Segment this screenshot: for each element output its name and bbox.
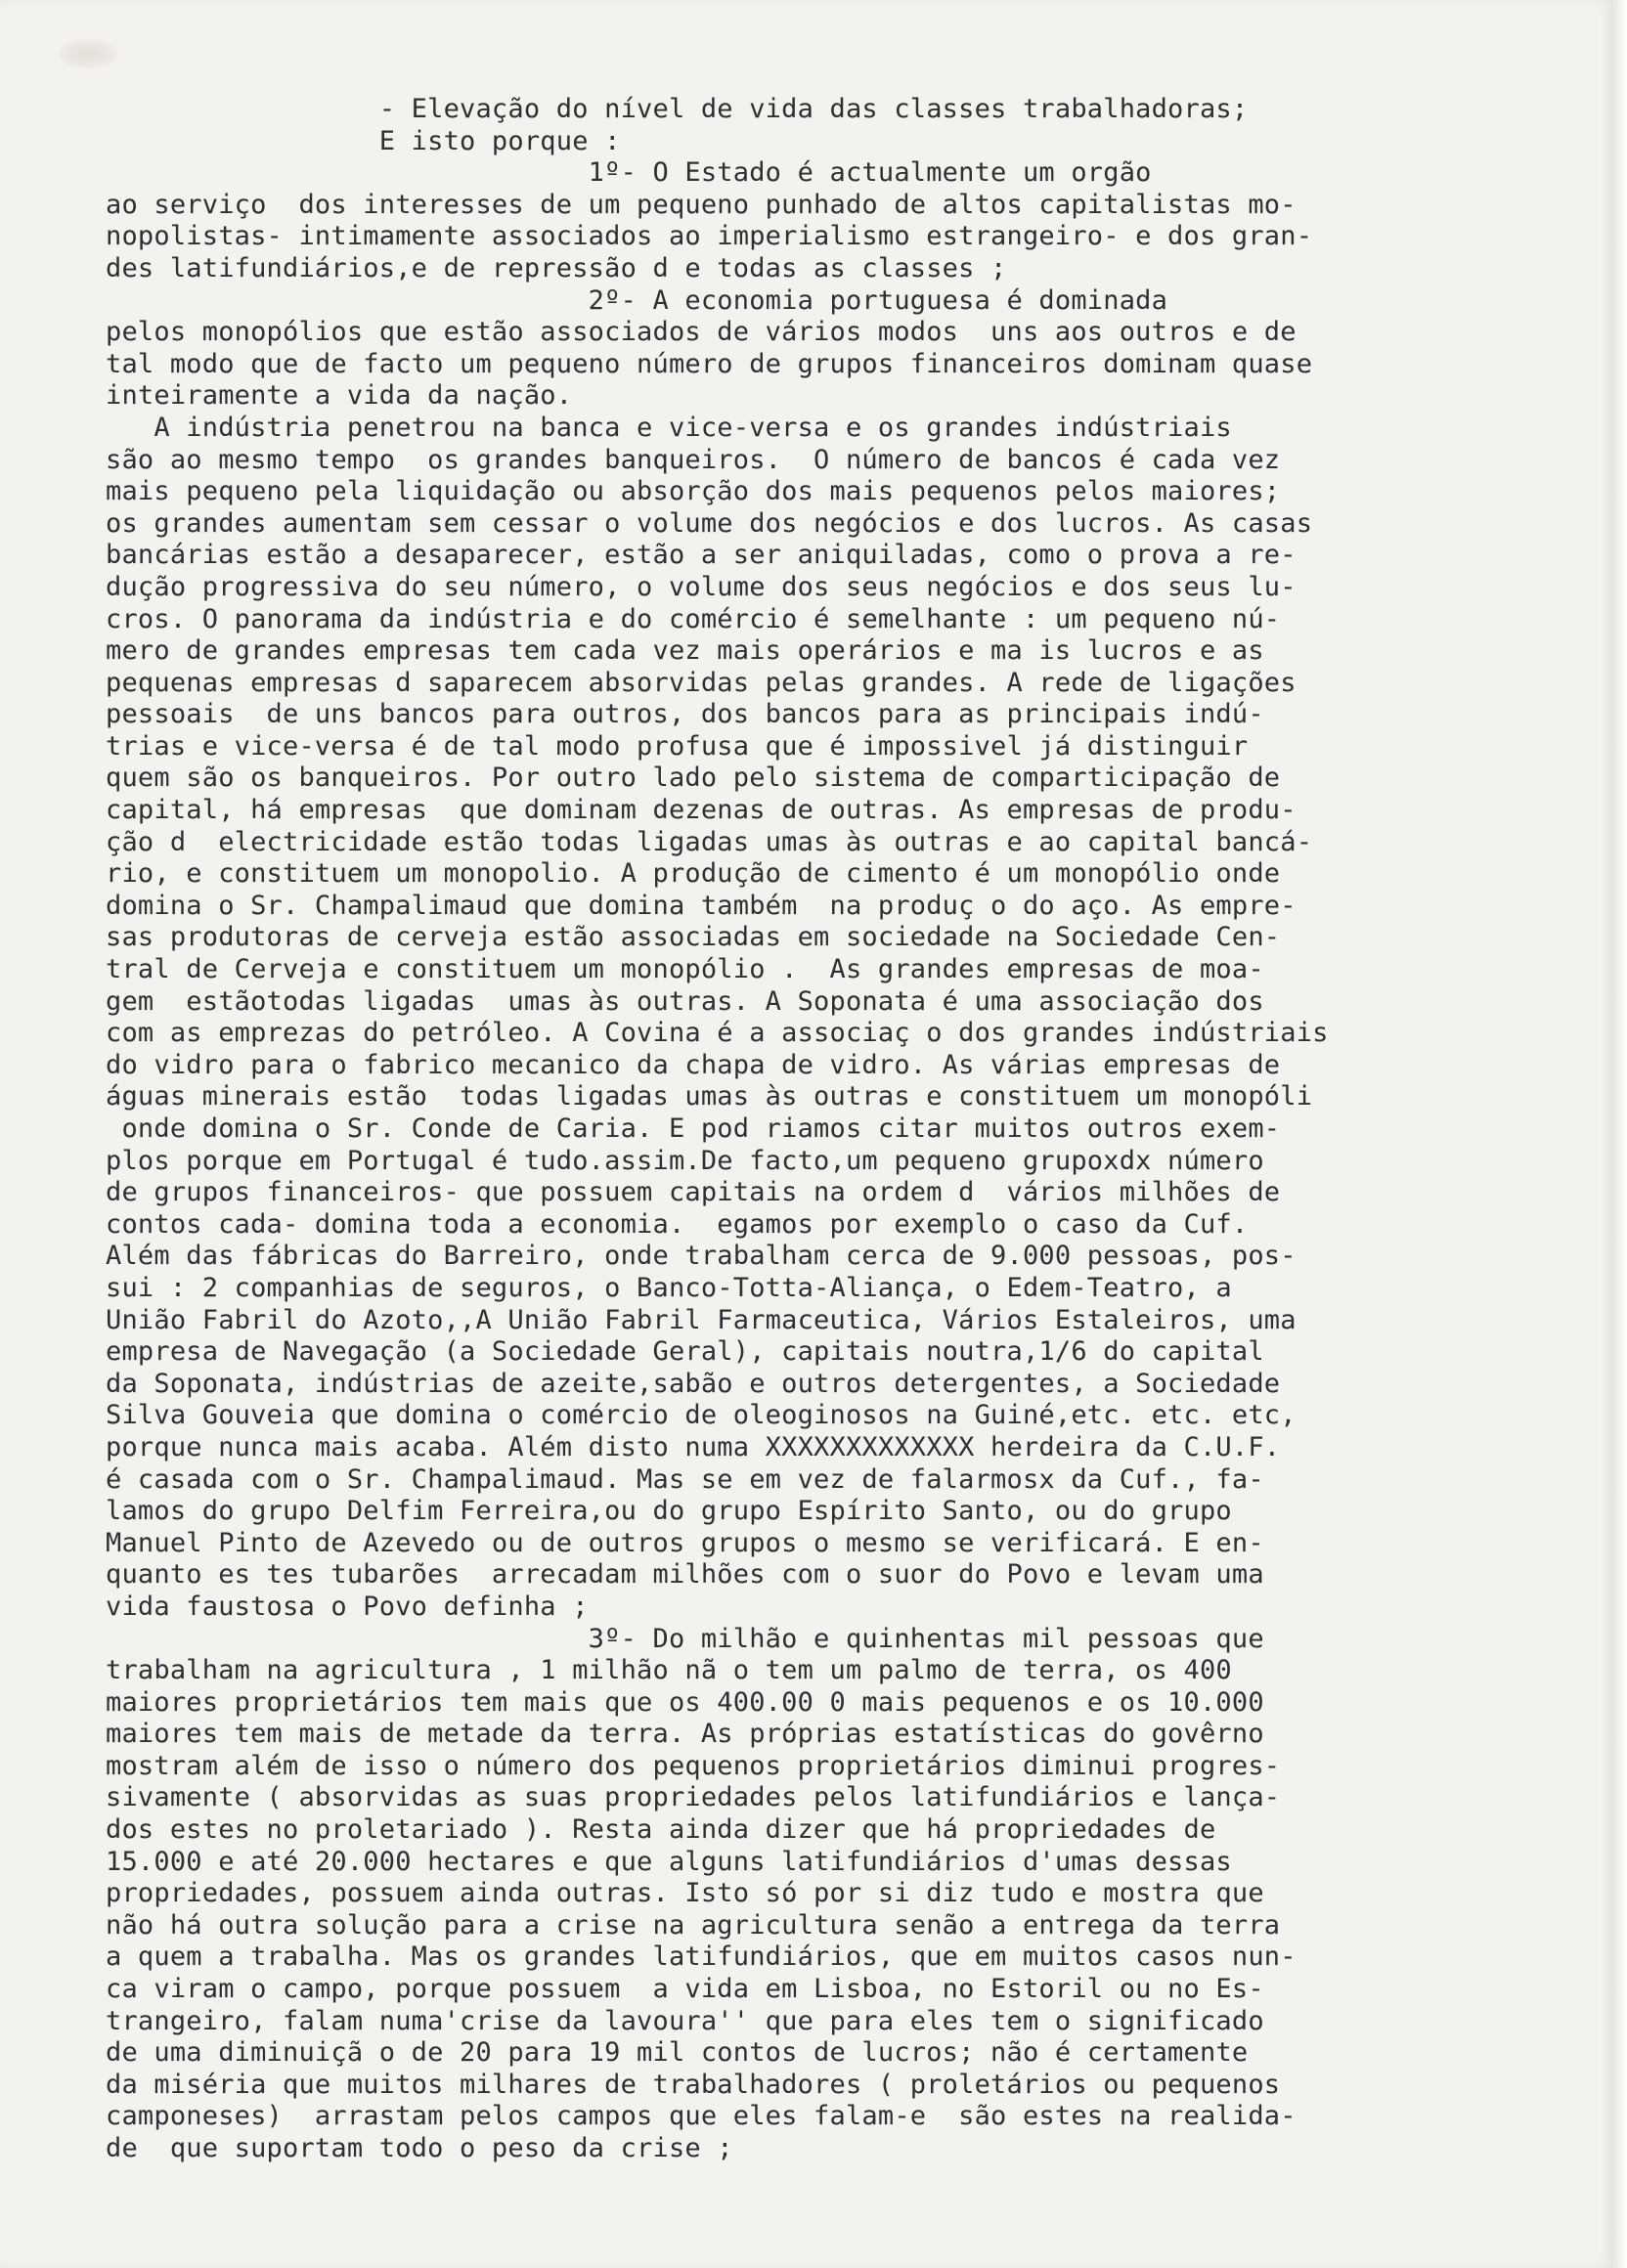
typed-text-body [106, 94, 1572, 2165]
text-line: - Elevação do nível de vida das classes trabalhadoras; [106, 94, 1249, 124]
page-edge [1613, 0, 1627, 2268]
text-line: tal modo que de facto um pequeno número de grupos financeiros dominam quase [106, 348, 1313, 379]
text-line: de uma diminuiçã o de 20 para 19 mil contos de lucros; não é certamente [106, 2037, 1249, 2069]
text-line: mostram além de isso o número dos pequenos proprietários diminui progres- [106, 1750, 1281, 1781]
text-line: onde domina o Sr. Conde de Caria. E pod riamos citar muitos outros exem- [106, 1113, 1281, 1144]
text-line: A indústria penetrou na banca e vice-versa e os grandes indústriais [106, 412, 1232, 443]
text-line: da Soponata, indústrias de azeite,sabão e outros detergentes, a Sociedade [106, 1368, 1281, 1399]
text-line: sas produtoras de cerveja estão associadas em sociedade na Sociedade Cen- [106, 922, 1281, 953]
paper-stain [59, 39, 117, 68]
text-line: 1º- O Estado é actualmente um orgão [106, 157, 1152, 189]
text-line: Silva Gouveia que domina o comércio de oleoginosos na Guiné,etc. etc. etc, [106, 1400, 1297, 1431]
text-line: ca viram o campo, porque possuem a vida em Lisboa, no Estoril ou no Es- [106, 1974, 1264, 2005]
text-line: porque nunca mais acaba. Além disto numa XXXXXXXXXXXXX herdeira da C.U.F. [106, 1431, 1281, 1462]
text-line: é casada com o Sr. Champalimaud. Mas se em vez de falarmosx da Cuf., fa- [106, 1463, 1264, 1495]
text-line: pessoais de uns bancos para outros, dos bancos para as principais indú- [106, 699, 1264, 730]
text-line: Além das fábricas do Barreiro, onde trabalham cerca de 9.000 pessoas, pos- [106, 1241, 1297, 1272]
text-line: dução progressiva do seu número, o volume dos seus negócios e dos seus lu- [106, 571, 1297, 602]
text-line: quanto es tes tubarões arrecadam milhões com o suor do Povo e levam uma [106, 1559, 1264, 1591]
text-line: des latifundiários,e de repressão d e todas as classes ; [106, 252, 1007, 284]
text-line: não há outra solução para a crise na agricultura senão a entrega da terra [106, 1909, 1281, 1941]
text-line: ao serviço dos interesses de um pequeno punhado de altos capitalistas mo- [106, 189, 1297, 220]
text-line: sui : 2 companhias de seguros, o Banco-Totta-Aliança, o Edem-Teatro, a [106, 1272, 1232, 1303]
text-line: camponeses) arrastam pelos campos que eles falam-e são estes na realida- [106, 2101, 1297, 2132]
text-line: contos cada- domina toda a economia. egamos por exemplo o caso da Cuf. [106, 1208, 1249, 1240]
text-line: cros. O panorama da indústria e do comércio é semelhante : um pequeno nú- [106, 603, 1281, 634]
text-line: plos porque em Portugal é tudo.assim.De facto,um pequeno grupoxdx número [106, 1145, 1264, 1176]
text-line: lamos do grupo Delfim Ferreira,ou do grupo Espírito Santo, ou do grupo [106, 1496, 1232, 1527]
text-line: gem estãotodas ligadas umas às outras. A Soponata é uma associação dos [106, 985, 1264, 1017]
text-line: capital, há empresas que dominam dezenas de outras. As empresas de produ- [106, 795, 1297, 826]
text-line: inteiramente a vida da nação. [106, 380, 573, 412]
text-line: 2º- A economia portuguesa é dominada [106, 284, 1168, 316]
text-line: rio, e constituem um monopolio. A produção de cimento é um monopólio onde [106, 858, 1281, 890]
text-line: União Fabril do Azoto,,A União Fabril Farmaceutica, Vários Estaleiros, uma [106, 1304, 1297, 1335]
text-line: 15.000 e até 20.000 hectares e que alguns latifundiários d'umas dessas [106, 1846, 1232, 1877]
text-line: trangeiro, falam numa'crise da lavoura'' que para eles tem o significado [106, 2005, 1264, 2036]
text-line: a quem a trabalha. Mas os grandes latifundiários, que em muitos casos nun- [106, 1941, 1297, 1973]
text-line: E isto porque : [106, 125, 621, 156]
text-line: dos estes no proletariado ). Resta ainda dizer que há propriedades de [106, 1814, 1216, 1846]
text-line: de grupos financeiros- que possuem capitais na ordem d vários milhões de [106, 1177, 1281, 1208]
text-line: 3º- Do milhão e quinhentas mil pessoas que [106, 1623, 1264, 1654]
text-line: mais pequeno pela liquidação ou absorção dos mais pequenos pelos maiores; [106, 476, 1281, 507]
text-line: trabalham na agricultura , 1 milhão nã o tem um palmo de terra, os 400 [106, 1655, 1232, 1686]
text-line: pelos monopólios que estão associados de vários modos uns aos outros e de [106, 317, 1297, 348]
text-line: sivamente ( absorvidas as suas propriedades pelos latifundiários e lança- [106, 1782, 1281, 1813]
text-line: empresa de Navegação (a Sociedade Geral), capitais noutra,1/6 do capital [106, 1336, 1264, 1368]
text-line: vida faustosa o Povo definha ; [106, 1591, 589, 1622]
text-line: maiores proprietários tem mais que os 400.00 0 mais pequenos e os 10.000 [106, 1686, 1264, 1718]
text-line: de que suportam todo o peso da crise ; [106, 2133, 733, 2163]
text-line: do vidro para o fabrico mecanico da chapa de vidro. As várias empresas de [106, 1049, 1281, 1080]
text-line: propriedades, possuem ainda outras. Isto só por si diz tudo e mostra que [106, 1878, 1264, 1909]
text-line: são ao mesmo tempo os grandes banqueiros. O número de bancos é cada vez [106, 444, 1281, 475]
text-line: águas minerais estão todas ligadas umas às outras e constituem um monopóli [106, 1081, 1313, 1112]
text-line: da miséria que muitos milhares de trabalhadores ( proletários ou pequenos [106, 2069, 1281, 2100]
text-line: domina o Sr. Champalimaud que domina também na produç o do aço. As empre- [106, 890, 1297, 921]
text-line: tral de Cerveja e constituem um monopólio . As grandes empresas de moa- [106, 954, 1264, 985]
text-line: maiores tem mais de metade da terra. As próprias estatísticas do govêrno [106, 1719, 1264, 1750]
text-line: os grandes aumentam sem cessar o volume dos negócios e dos lucros. As casas [106, 507, 1313, 539]
text-line: mero de grandes empresas tem cada vez mais operários e ma is lucros e as [106, 635, 1264, 667]
text-line: Manuel Pinto de Azevedo ou de outros grupos o mesmo se verificará. E en- [106, 1527, 1264, 1558]
text-line: quem são os banqueiros. Por outro lado pelo sistema de comparticipação de [106, 763, 1281, 794]
text-line: ção d electricidade estão todas ligadas umas às outras e ao capital bancá- [106, 826, 1313, 857]
text-line: bancárias estão a desaparecer, estão a ser aniquiladas, como o prova a re- [106, 540, 1297, 571]
text-line: com as emprezas do petróleo. A Covina é a associaç o dos grandes indústriais [106, 1018, 1329, 1049]
text-line: pequenas empresas d saparecem absorvidas pelas grandes. A rede de ligações [106, 667, 1297, 698]
text-line: trias e vice-versa é de tal modo profusa que é impossivel já distinguir [106, 730, 1249, 762]
text-line: nopolistas- intimamente associados ao imperialismo estrangeiro- e dos gran- [106, 221, 1313, 252]
